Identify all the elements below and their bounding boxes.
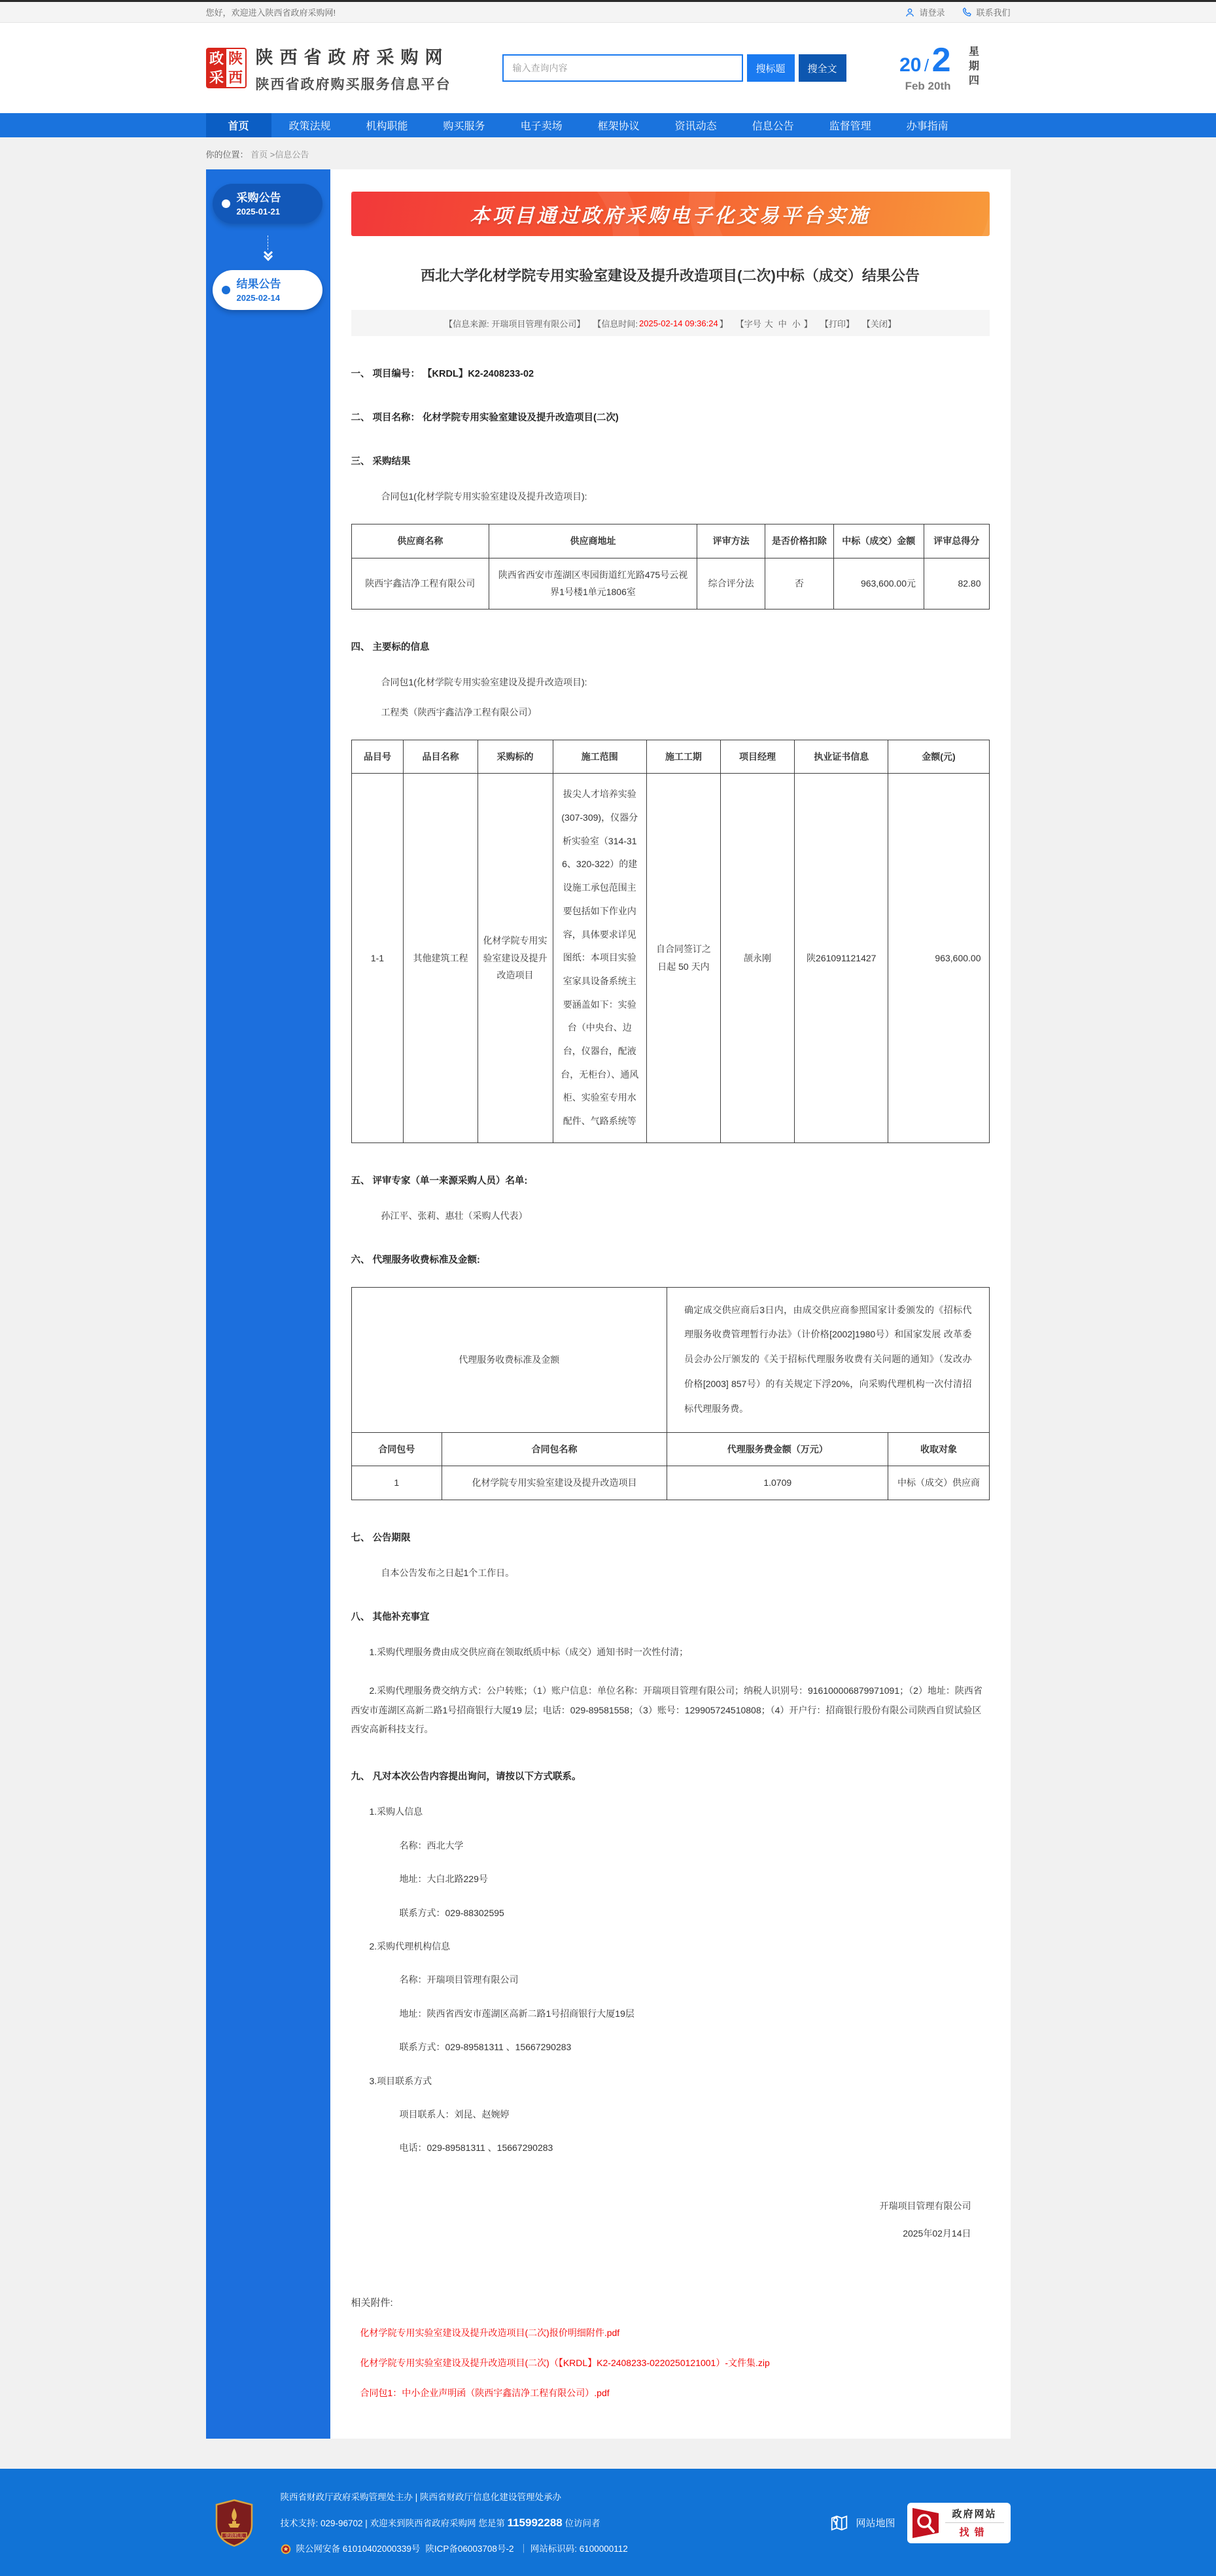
nav-item-policies[interactable]: 政策法规	[288, 121, 331, 132]
map-icon	[829, 2513, 849, 2533]
search-bar	[502, 54, 846, 82]
breadcrumb: 你的位置： 首页 >信息公告	[206, 137, 1011, 169]
section-3-heading: 三、 采购结果	[351, 456, 411, 467]
experts-list: 孙江平、张莉、惠壮（采购人代表）	[381, 1210, 528, 1221]
site-footer	[0, 2469, 1216, 2576]
announcement-title: 西北大学化材学院专用实验室建设及提升改造项目(二次)中标（成交）结果公告	[421, 267, 920, 284]
fontsize-large[interactable]: 大	[764, 318, 773, 329]
contact-group-title: 2.采购代理机构信息	[369, 1940, 451, 1951]
section-7-heading: 七、 公告期限	[351, 1532, 411, 1543]
close-button[interactable]: 【关闭】	[861, 318, 896, 329]
article-meta-bar: 【信息来源: 开瑞项目管理有限公司】 【信息时间: 2025-02-14 09:36:24 】 【字号 大 中 小 】 【打印】 【关闭】	[351, 310, 990, 336]
user-icon	[905, 7, 915, 18]
date-widget: 20 / 2 Feb 20th 星期四	[899, 43, 1010, 93]
supplement-item: 2.采购代理服务费交纳方式：公户转账；（1）账户信息：单位名称：开瑞项目管理有限公司；纳税人识别号：916100006879971091；（2）地址：陕西省西安市莲湖区高新二路1号招商银行大厦19 层；电话：029-89581558；（3）账号：129905724510808；（4）开户行：招商银行股份有限公司陕西自贸试验区西安高新科技支行。	[351, 1685, 982, 1735]
step-dot	[222, 199, 230, 208]
print-button[interactable]: 【打印】	[820, 318, 854, 329]
gov-site-error-report-badge[interactable]: 政府网站 找错	[907, 2503, 1011, 2543]
nav-item-guide[interactable]: 办事指南	[906, 121, 948, 132]
meta-time: 2025-02-14 09:36:24	[639, 318, 718, 328]
top-utility-bar	[0, 2, 1216, 23]
footer-tech-line: 技术支持: 029-96702 | 欢迎来到陕西省政府采购网 您是第 115992288 位访问者	[280, 2516, 600, 2529]
result-table: 供应商名称 供应商地址 评审方法 是否价格扣除 中标（成交）金额 评审总得分 陕西宇鑫洁净工程有限公司 陕西省西安市莲湖区枣园街道红光路475号云视界1号楼1单元1806室 综合评分法 否 963,600.00元 82.80	[351, 524, 990, 610]
signoff-company: 开瑞项目管理有限公司	[879, 2200, 971, 2211]
site-title: 陕西省政府采购网	[255, 47, 449, 67]
party-government-emblem	[206, 2499, 262, 2547]
eplatform-banner: 本项目通过政府采购电子化交易平台实施	[351, 192, 990, 236]
signoff-date: 2025年02月14日	[903, 2227, 971, 2239]
fontsize-small[interactable]: 小	[791, 318, 801, 329]
section-5-heading: 五、 评审专家（单一来源采购人员）名单:	[351, 1175, 528, 1186]
footer-site-code: ｜ 网站标识码: 6100000112	[519, 2544, 628, 2554]
breadcrumb-current: 信息公告	[275, 150, 309, 160]
login-link[interactable]: 请登录	[905, 6, 945, 18]
table-row: 1 化材学院专用实验室建设及提升改造项目 1.0709 中标（成交）供应商	[351, 1466, 989, 1500]
nav-item-announcements[interactable]: 信息公告	[752, 121, 794, 132]
meta-source: 【信息来源: 开瑞项目管理有限公司】	[444, 318, 585, 329]
error-finder-icon	[911, 2507, 940, 2539]
sidebar-item-procurement-announcement[interactable]: 采购公告 2025-01-21	[213, 184, 322, 224]
nav-item-supervision[interactable]: 监督管理	[829, 121, 871, 132]
shield-icon	[214, 2499, 254, 2547]
search-title-button[interactable]: 搜标题	[747, 54, 795, 82]
nav-item-framework[interactable]: 框架协议	[597, 121, 640, 132]
section-8-heading: 八、 其他补充事宜	[351, 1611, 430, 1623]
breadcrumb-home[interactable]: 首页	[251, 150, 268, 160]
flow-arrow-icon	[206, 235, 330, 260]
attachment-link-sme-declaration-pdf[interactable]: 合同包1：中小企业声明函（陕西宇鑫洁净工程有限公司）.pdf	[360, 2387, 610, 2398]
svg-text:党政机关: 党政机关	[224, 2533, 243, 2539]
weekday-text: 星期四	[967, 46, 979, 89]
public-security-badge-icon	[281, 2544, 291, 2554]
site-subtitle: 陕西省政府购买服务信息平台	[255, 77, 451, 92]
site-logo[interactable]: 政 采 陕 西	[206, 48, 247, 88]
phone-icon	[962, 7, 972, 18]
section-4-heading: 四、 主要标的信息	[351, 642, 430, 653]
fontsize-medium[interactable]: 中	[778, 318, 787, 329]
section-6-heading: 六、 代理服务收费标准及金额:	[351, 1254, 480, 1265]
section-2-heading: 二、 项目名称： 化材学院专用实验室建设及提升改造项目(二次)	[351, 413, 619, 423]
section-1-heading: 一、 项目编号： 【KRDL】K2-2408233-02	[351, 369, 534, 379]
section-9-heading: 九、 凡对本次公告内容提出询问，请按以下方式联系。	[351, 1772, 582, 1783]
timeline-sidebar	[206, 169, 330, 2439]
table-row: 陕西宇鑫洁净工程有限公司 陕西省西安市莲湖区枣园街道红光路475号云视界1号楼1单元1806室 综合评分法 否 963,600.00元 82.80	[351, 558, 989, 609]
signoff	[351, 2192, 990, 2247]
attachment-link-quotation-pdf[interactable]: 化材学院专用实验室建设及提升改造项目(二次)报价明细附件.pdf	[360, 2327, 620, 2338]
visitor-count: 115992288	[507, 2516, 563, 2529]
nav-item-home[interactable]: 首页	[206, 113, 271, 137]
main-nav	[0, 113, 1216, 137]
attachment-link-fileset-zip[interactable]: 化材学院专用实验室建设及提升改造项目(二次)（【KRDL】K2-2408233-0220250121001）-文件集.zip	[360, 2357, 770, 2368]
subject-table: 品目号 品目名称 采购标的 施工范围 施工工期 项目经理 执业证书信息 金额(元) 1-1 其他建筑工程 化材学院专用实验室建设及提升改造项目 拔尖人才培养实验(307-309)，仪器分析实验室（314-316、320-322）的建设施工承包范围主要包括如下作业内容，具体要求详见图纸：本项目实验室家具设备系统主要涵盖如下：实验台（中央台、边台，仪器台，配液台，无柜台）、通风柜、实验室专用水配件、气路系统等 自合同签订之日起 50 天内 颉永刚 陕261091121427 963,600.00	[351, 740, 990, 1143]
footer-organizer-line: 陕西省财政厅政府采购管理处主办 | 陕西省财政厅信息化建设管理处承办	[280, 2492, 562, 2502]
nav-item-emarket[interactable]: 电子卖场	[520, 121, 563, 132]
nav-item-functions[interactable]: 机构职能	[366, 121, 408, 132]
contact-group-title: 3.项目联系方式	[369, 2075, 432, 2086]
contact-link[interactable]: 联系我们	[962, 6, 1010, 18]
announcement-period: 自本公告发布之日起1个工作日。	[381, 1567, 515, 1578]
package-category: 工程类（陕西宇鑫洁净工程有限公司）	[381, 706, 537, 717]
step-dot	[222, 286, 230, 294]
nav-item-news[interactable]: 资讯动态	[674, 121, 717, 132]
package-intro: 合同包1(化材学院专用实验室建设及提升改造项目):	[381, 676, 587, 687]
footer-beian: 陕公网安备 61010402000339号	[296, 2544, 421, 2554]
nav-item-purchase-services[interactable]: 购买服务	[443, 121, 485, 132]
article-main: 本项目通过政府采购电子化交易平台实施 西北大学化材学院专用实验室建设及提升改造项目(二次)中标（成交）结果公告 【信息来源: 开瑞项目管理有限公司】 【信息时间: 2025-02-14 09:36:24 】 【字号 大 中 小 】 【打印】 【关闭】 一、 项目编号： 【KRDL】K2-2408233-02 二、 项目名称： 化材学院专用实验室建设及提升改造项目(二次) 三、 采购结果 合同包1(化材学院专用实验室建设及提升改造项目): 供应商名称 供应商地址 评审方法 是否价格扣除 中标（成交）金额 评审总得分 陕西宇鑫洁净工程有限公司 陕西省西安市莲湖区枣园街道红光路475号云视界1号楼1单元1806室 综合评分法 否 963,600.00元 82.80 四、 主要标的信息 合同包1(化材学院专用实验室建设及提升改造项目): 工程类（陕西宇鑫洁净工程有限公司） 品目号 品目名称 采购标的 施工范围 施工工期 项目经理 执业证书信息 金额(元) 1-1 其他建筑工程 化材学院专用实验室建设及提升改造项目 拔尖人才培养实验(307-309)，仪器分析实验室（314-316、320-322）的建设施工承包范围主要包括如下作业内容，具体要求详见图纸：本项目实验室家具设备系统主要涵盖如下：实验台（中央台、边台，仪器台，配液台，无柜台）、通风柜、实验室专用水配件、气路系统等 自合同签订之日起 50 天内 颉永刚 陕261091121427 963,600.00 五、 评审专家（单一来源采购人员）名单: 孙江平、张莉、惠壮（采购人代表） 六、 代理服务收费标准及金额: 代理服务收费标准及金额 确定成交供应商后3日内，由成交供应商参照国家计委颁发的《招标代理服务收费管理暂行办法》（计价格[2002]1980号）和国家发展 改革委员会办公厅颁发的《关于招标代理服务收费有关问题的通知》（发改办价格[2003] 857号）的有关规定下浮20%，向采购代理机构一次付清招标代理服务费。 合同包号 合同包名称 代理服务费金额（万元） 收取对象 1 化材学院专用实验室建设及提升改造项目 1.0709 中标（成交）供应商 七、 公告期限 自本公告发布之日起1个工作日。 八、 其他补充事宜 1.采购代理服务费由成交供应商在领取纸质中标（成交）通知书时一次性付清； 2.采购代理服务费交纳方式：公户转账；（1）账户信息：单位名称：开瑞项目管理有限公司；纳税人识别号：916100006879971091；（2）地址：陕西省西安市莲湖区高新二路1号招商银行大厦19 层；电话：029-89581558；（3）账号：129905724510808；（4）开户行：招商银行股份有限公司陕西自贸试验区西安高新科技支行。 九、 凡对本次公告内容提出询问，请按以下方式联系。 1.采购人信息 名称：西北大学 地址：大白北路229号 联系方式：029-88302595 2.采购代理机构信息 名称：开瑞项目管理有限公司 地址：陕西省西安市莲湖区高新二路1号招商银行大厦19层 联系方式：029-89581311 、15667290283 3.项目联系方式 项目联系人：刘昆、赵婉婷 电话：029-89581311 、15667290283 开瑞项目管理有限公司 2025年02月14日 相关附件: 化材学院专用实验室建设及提升改造项目(二次)报价明细附件.pdf 化材学院专用实验室建设及提升改造项目(二次)（【KRDL】K2-2408233-0220250121001）-文件集.zip 合同包1：中小企业声明函（陕西宇鑫洁净工程有限公司）.pdf	[330, 169, 1011, 2439]
site-header	[0, 23, 1216, 113]
footer-icp: 陕ICP备06003708号-2	[425, 2544, 514, 2554]
attachments-list	[351, 2326, 990, 2399]
contact-group-title: 1.采购人信息	[369, 1806, 423, 1817]
package-intro: 合同包1(化材学院专用实验室建设及提升改造项目):	[381, 491, 587, 502]
search-fulltext-button[interactable]: 搜全文	[799, 54, 846, 82]
supplement-item: 1.采购代理服务费由成交供应商在领取纸质中标（成交）通知书时一次性付清；	[369, 1646, 689, 1657]
agency-fee-table: 代理服务收费标准及金额 确定成交供应商后3日内，由成交供应商参照国家计委颁发的《招标代理服务收费管理暂行办法》（计价格[2002]1980号）和国家发展 改革委员会办公厅颁发的《关于招标代理服务收费有关问题的通知》（发改办价格[2003] 857号）的有关规定下浮20%，向采购代理机构一次付清招标代理服务费。 合同包号 合同包名称 代理服务费金额（万元） 收取对象 1 化材学院专用实验室建设及提升改造项目 1.0709 中标（成交）供应商	[351, 1287, 990, 1500]
search-input[interactable]	[502, 54, 743, 82]
table-row: 1-1 其他建筑工程 化材学院专用实验室建设及提升改造项目 拔尖人才培养实验(307-309)，仪器分析实验室（314-316、320-322）的建设施工承包范围主要包括如下作业内容，具体要求详见图纸：本项目实验室家具设备系统主要涵盖如下：实验台（中央台、边台，仪器台，配液台，无柜台）、通风柜、实验室专用水配件、气路系统等 自合同签订之日起 50 天内 颉永刚 陕261091121427 963,600.00	[351, 774, 989, 1142]
attachments-label: 相关附件:	[351, 2297, 393, 2309]
sitemap-link[interactable]: 网站地图	[829, 2513, 895, 2533]
sidebar-item-result-announcement[interactable]: 结果公告 2025-02-14	[213, 270, 322, 310]
welcome-text: 您好，欢迎进入陕西省政府采购网!	[205, 8, 336, 18]
